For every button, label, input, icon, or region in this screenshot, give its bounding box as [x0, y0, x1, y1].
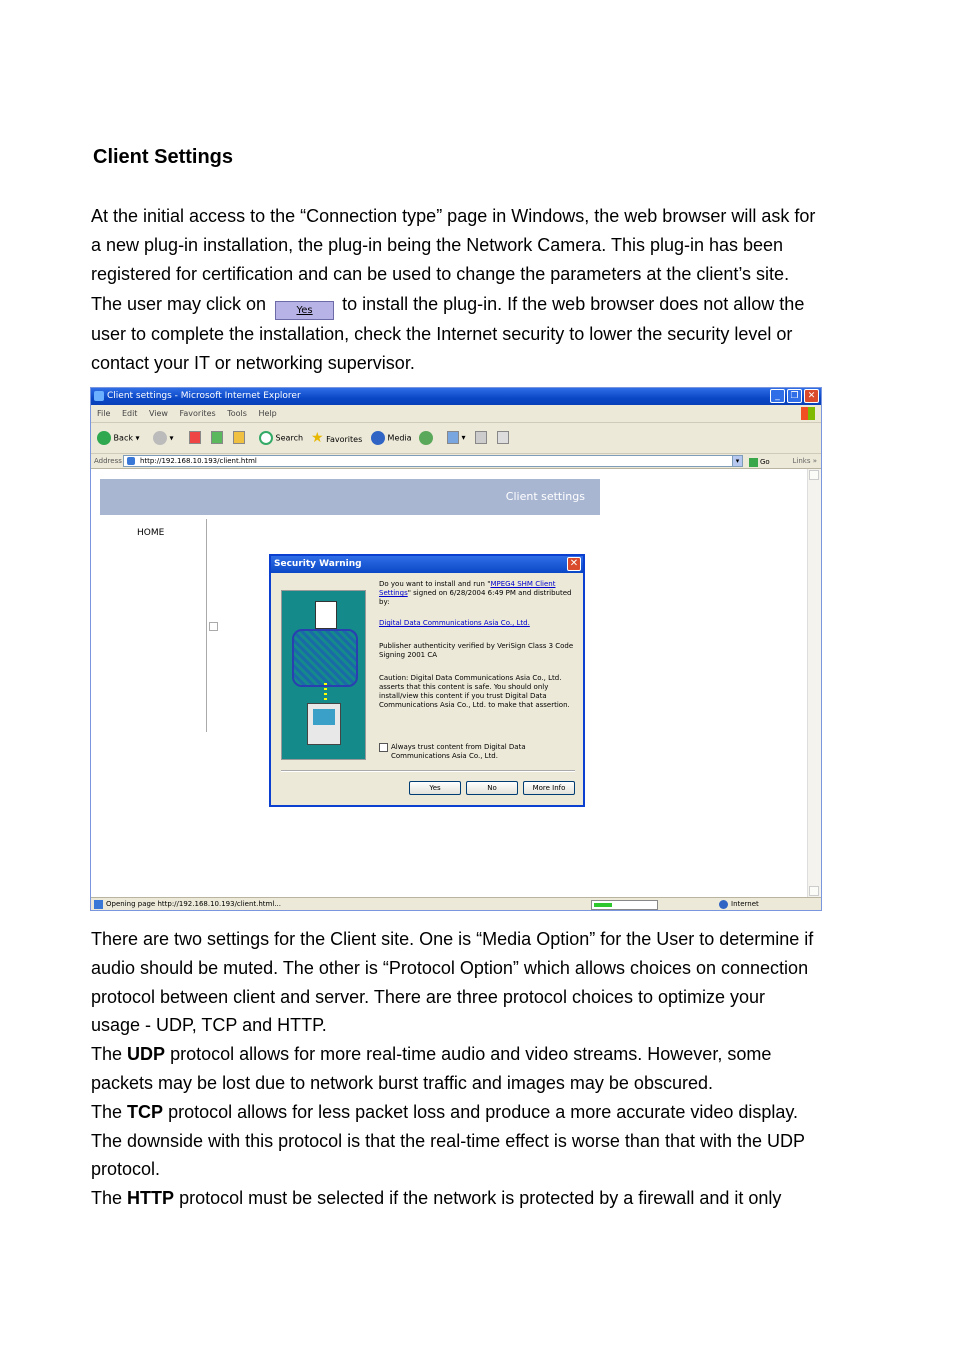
intro-yes-before: The user may click on — [91, 294, 267, 315]
forward-arrow-icon — [153, 431, 167, 445]
edit-button[interactable] — [497, 431, 509, 445]
menu-edit[interactable]: Edit — [121, 409, 138, 418]
back-button[interactable]: Back ▾ — [97, 431, 140, 445]
favorites-label: Favorites — [326, 435, 363, 444]
the-word: The — [91, 1044, 123, 1065]
browser-screenshot — [90, 387, 822, 911]
document-icon — [315, 601, 337, 629]
address-dropdown-icon[interactable]: ▾ — [732, 455, 743, 467]
placeholder-icon — [209, 622, 218, 631]
dialog-separator — [281, 770, 575, 772]
connection-dots — [324, 683, 327, 703]
edit-icon — [497, 431, 509, 444]
page-content — [92, 469, 808, 897]
udp-text: protocol allows for more real-time audio and video streams. However, some — [170, 1044, 772, 1065]
publisher-link[interactable]: Digital Data Communications Asia Co., Ltd. — [379, 619, 530, 627]
http-line — [91, 1184, 871, 1213]
lock-icon — [292, 629, 358, 687]
product-link[interactable]: MPEG4 SHM Client Settings — [379, 580, 556, 597]
home-link[interactable]: HOME — [137, 528, 165, 538]
printer-icon — [475, 431, 487, 444]
page-loading-icon — [94, 900, 103, 909]
intro-line-yes — [91, 290, 871, 320]
menu-favorites[interactable]: Favorites — [179, 409, 216, 418]
dialog-no-button[interactable]: No — [466, 781, 518, 795]
vertical-scrollbar[interactable] — [807, 469, 821, 897]
intro-yes-after: to install the plug-in. If the web browser does not allow the — [342, 294, 805, 315]
star-icon: ★ — [311, 430, 324, 446]
always-trust-label: Always trust content from Digital Data Communications Asia Co., Ltd. — [391, 743, 526, 760]
dialog-more-info-button[interactable]: More Info — [523, 781, 575, 795]
intro-line: contact your IT or networking supervisor. — [91, 353, 415, 374]
windows-logo-icon — [801, 407, 815, 420]
refresh-button[interactable] — [211, 431, 223, 445]
address-bar — [91, 454, 821, 469]
dialog-title: Security Warning — [274, 559, 362, 569]
udp-term: UDP — [127, 1044, 166, 1065]
intro-line: At the initial access to the “Connection type” page in Windows, the web browser will ask for — [91, 206, 816, 226]
menu-file[interactable]: File — [97, 409, 111, 418]
history-icon — [419, 431, 433, 445]
go-button[interactable] — [749, 455, 770, 469]
inline-yes-label: Yes — [296, 305, 313, 317]
client-settings-banner — [100, 479, 600, 515]
stop-button[interactable] — [189, 431, 201, 445]
favorites-button[interactable] — [311, 431, 362, 445]
intro-line: a new plug-in installation, the plug-in being the Network Camera. This plug-in has been — [91, 234, 784, 255]
close-icon[interactable]: ✕ — [804, 389, 819, 403]
dialog-yes-button[interactable]: Yes — [409, 781, 461, 795]
nav-divider — [206, 519, 207, 732]
mail-button[interactable]: ▾ — [447, 431, 466, 445]
progress-bar — [591, 900, 658, 910]
menu-help[interactable]: Help — [258, 409, 277, 418]
menu-view[interactable]: View — [148, 409, 168, 418]
go-label: Go — [760, 458, 770, 466]
body-line: packets may be lost due to network burst traffic and images may be obscured. — [91, 1072, 713, 1093]
home-icon — [233, 431, 245, 444]
search-button[interactable] — [259, 431, 303, 445]
minimize-icon[interactable]: _ — [770, 389, 785, 403]
ie-icon — [94, 391, 104, 401]
tcp-text: protocol allows for less packet loss and produce a more accurate video display. — [168, 1101, 799, 1122]
print-button[interactable] — [475, 431, 487, 445]
progress-fill — [594, 903, 612, 907]
address-label: Address — [94, 457, 122, 465]
section-heading: Client Settings — [93, 146, 234, 168]
address-input[interactable]: http://192.168.10.193/client.html — [123, 455, 743, 467]
always-trust-checkbox[interactable] — [379, 743, 388, 752]
maximize-icon[interactable]: ❐ — [787, 389, 802, 403]
computer-icon — [307, 703, 341, 745]
menu-bar — [91, 405, 821, 423]
dialog-titlebar — [271, 556, 583, 573]
tcp-line — [91, 1098, 871, 1127]
body-line: The downside with this protocol is that the real-time effect is worse than that with the UDP — [91, 1130, 806, 1151]
body-line: protocol. — [91, 1159, 161, 1180]
home-button[interactable] — [233, 431, 245, 445]
stop-icon — [189, 431, 201, 444]
media-icon — [371, 431, 385, 445]
question-suffix: " signed on 6/28/2004 6:49 PM and distributed by: — [379, 589, 572, 606]
inline-yes-button-image — [275, 301, 334, 320]
intro-line: user to complete the installation, check the Internet security to lower the security level or — [91, 324, 793, 345]
body-line: protocol between client and server. There are three protocol choices to optimize your — [91, 986, 766, 1007]
authenticity-text: Publisher authenticity verified by VeriSign Class 3 Code Signing 2001 CA — [379, 642, 574, 659]
question-prefix: Do you want to install and run " — [379, 580, 491, 588]
search-icon — [259, 431, 273, 445]
dialog-close-icon[interactable]: ✕ — [567, 557, 581, 571]
certificate-illustration — [281, 590, 366, 760]
intro-line: registered for certification and can be used to change the parameters at the client’s site. — [91, 263, 790, 284]
links-button[interactable]: Links » — [792, 457, 817, 465]
menu-tools[interactable]: Tools — [227, 409, 247, 418]
caution-text: Caution: Digital Data Communications Asia Co., Ltd. asserts that this content is safe. You should only install/view this content if you trust Digital Data Communications Asia Co., Ltd. to make that assertion. — [379, 674, 570, 709]
security-zone — [716, 898, 759, 911]
go-arrow-icon — [749, 458, 758, 467]
search-label: Search — [275, 433, 304, 443]
media-label: Media — [387, 433, 412, 443]
globe-icon — [719, 900, 728, 909]
window-title: Client settings - Microsoft Internet Explorer — [107, 391, 301, 401]
status-bar — [91, 897, 821, 911]
back-label: Back — [113, 433, 133, 443]
toolbar — [91, 423, 821, 454]
banner-title: Client settings — [505, 490, 585, 503]
links-label: Links — [792, 457, 811, 465]
intro-paragraph — [91, 202, 871, 378]
status-text: Opening page http://192.168.10.193/client.html... — [106, 900, 281, 908]
media-button[interactable] — [371, 431, 412, 445]
http-term: HTTP — [127, 1188, 175, 1209]
body-line: usage - UDP, TCP and HTTP. — [91, 1015, 327, 1036]
back-arrow-icon — [97, 431, 111, 445]
scroll-down-icon[interactable] — [809, 886, 819, 896]
refresh-icon — [211, 431, 223, 444]
body-paragraph — [91, 925, 871, 1213]
window-titlebar — [91, 388, 821, 405]
scroll-up-icon[interactable] — [809, 470, 819, 480]
body-line: audio should be muted. The other is “Protocol Option” which allows choices on connection — [91, 957, 809, 978]
the-word: The — [91, 1188, 123, 1209]
forward-button[interactable]: ▾ — [153, 431, 174, 445]
udp-line — [91, 1040, 871, 1069]
http-text: protocol must be selected if the network is protected by a firewall and it only — [179, 1188, 782, 1209]
history-button[interactable] — [419, 431, 433, 445]
install-question — [379, 580, 579, 607]
body-line: There are two settings for the Client site. One is “Media Option” for the User to determine if — [91, 929, 814, 949]
security-warning-dialog — [269, 554, 585, 807]
mail-icon — [447, 431, 459, 444]
the-word: The — [91, 1101, 123, 1122]
tcp-term: TCP — [127, 1101, 164, 1122]
zone-label: Internet — [731, 900, 759, 908]
